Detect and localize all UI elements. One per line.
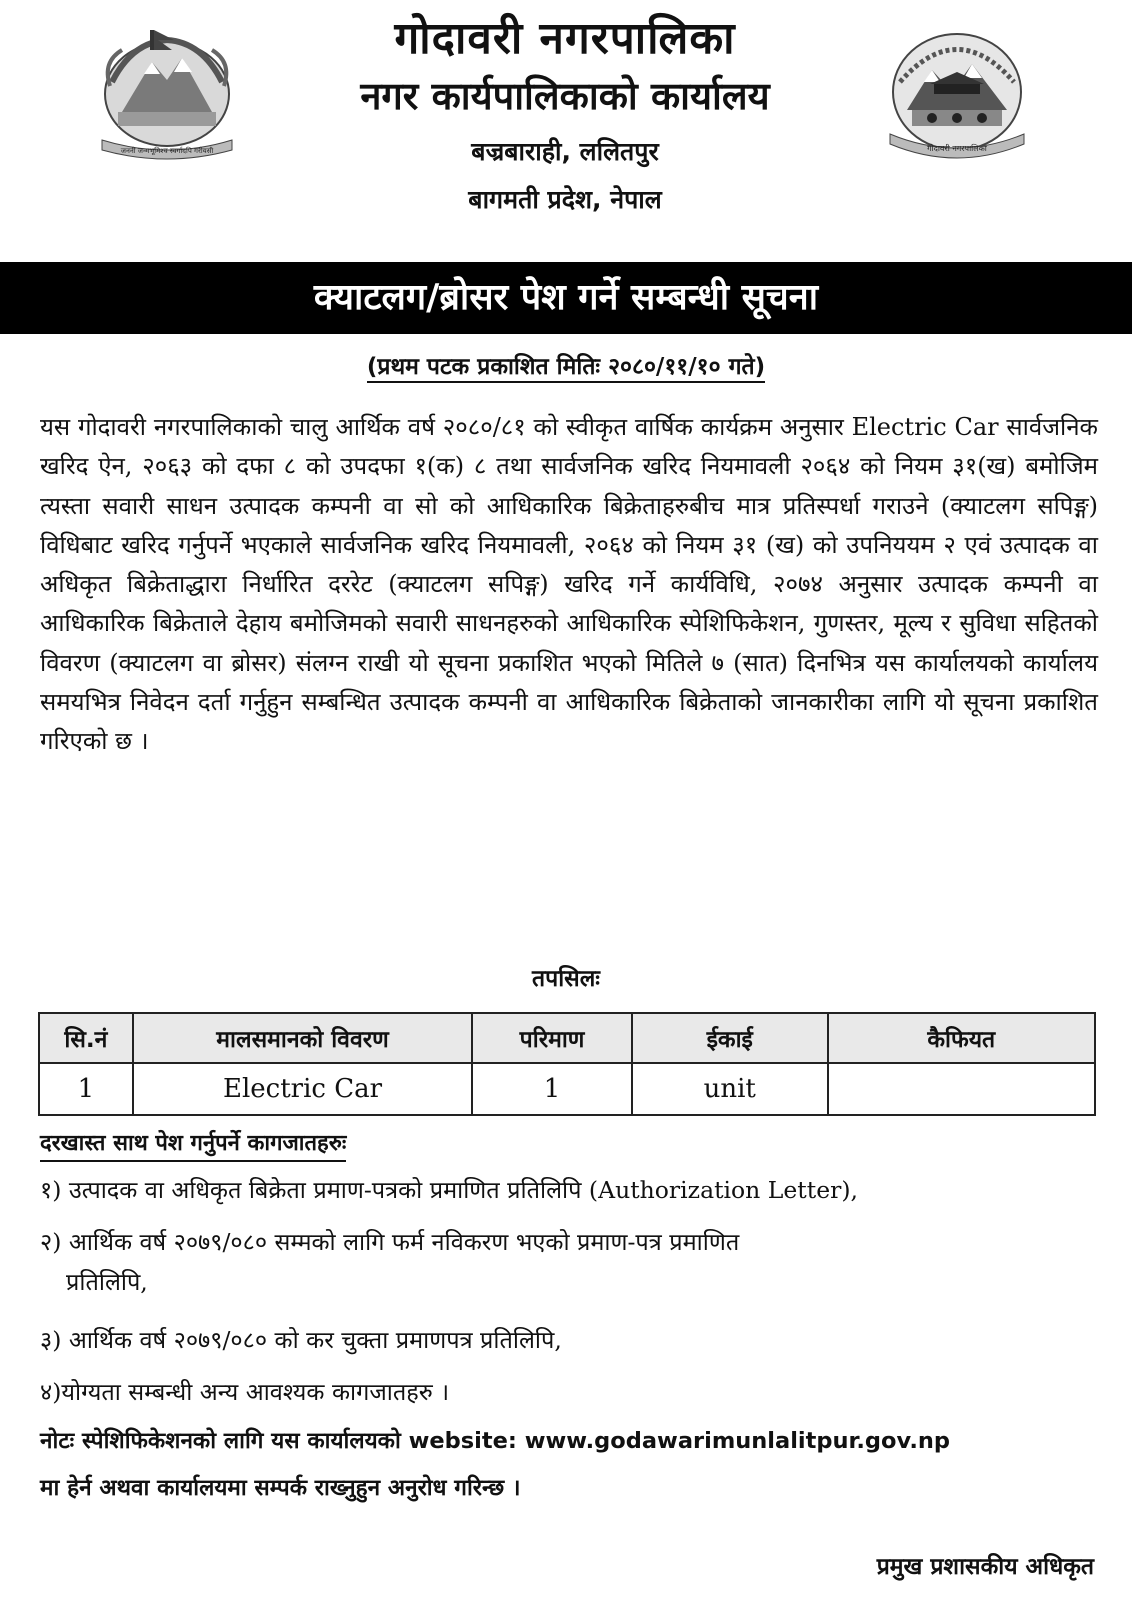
letterhead xyxy=(0,0,1132,262)
list-item-text: २) आर्थिक वर्ष २०७९/०८० सम्मको लागि फर्म नविकरण भएको प्रमाण-पत्र प्रमाणित xyxy=(40,1228,740,1256)
list-item xyxy=(40,1222,1100,1320)
items-table xyxy=(38,1012,1096,1116)
list-item: १) उत्पादक वा अधिकृत बिक्रेता प्रमाण-पत्रको प्रमाणित प्रतिलिपि (Authorization Letter), xyxy=(40,1176,858,1204)
notice-banner: क्याटलग/ब्रोसर पेश गर्ने सम्बन्धी सूचना xyxy=(0,262,1132,334)
table-row xyxy=(39,1063,1095,1115)
table-header-row xyxy=(39,1013,1095,1063)
emblem-right-caption: गोदावरी नगरपालिका xyxy=(927,144,987,153)
list-item: ४)योग्यता सम्बन्धी अन्य आवश्यक कागजातहरु । xyxy=(40,1378,450,1406)
documents-heading: दरखास्त साथ पेश गर्नुपर्ने कागजातहरुः xyxy=(40,1128,346,1162)
notice-paragraph: यस गोदावरी नगरपालिकाको चालु आर्थिक वर्ष २०८०/८१ को स्वीकृत वार्षिक कार्यक्रम अनुसार Electric Car सार्वजनिक खरिद ऐन, २०६३ को दफा ८ को उपदफा १(क) ८ तथा सार्वजनिक खरिद नियमावली २०६४ को नियम ३१(ख) बमोजिम त्यस्ता सवारी साधन उत्पादक कम्पनी वा सो को आधिकारिक बिक्रेताहरुबीच मात्र प्रतिस्पर्धा गराउने (क्याटलग सपिङ्ग) विधिबाट खरिद गर्नुपर्ने भएकाले सार्वजनिक खरिद नियमावली, २०६४ को नियम ३१ (ख) को उपनिययम २ एवं उत्पादक वा अधिकृत बिक्रेताद्धारा निर्धारित दररेट (क्याटलग सपिङ्ग) खरिद गर्ने कार्यविधि, २०७४ अनुसार उत्पादक कम्पनी वा आधिकारिक बिक्रेताले देहाय बमोजिमको सवारी साधनहरुको आधिकारिक स्पेशिफिकेशन, गुणस्तर, मूल्य र सुविधा सहितको विवरण (क्याटलग वा ब्रोसर) संलग्न राखी यो सूचना प्रकाशित भएको मितिले ७ (सात) दिनभित्र यस कार्यालयको कार्यालय समयभित्र निवेदन दर्ता गर्नुहुन सम्बन्धित उत्पादक कम्पनी वा आधिकारिक बिक्रेताको जानकारीका लागि यो सूचना प्रकाशित गरिएको छ । xyxy=(40,413,1098,756)
municipality-logo-icon xyxy=(872,22,1042,162)
office-name: नगर कार्यपालिकाको कार्यालय xyxy=(360,74,770,118)
address-line-2: बागमती प्रदेश, नेपाल xyxy=(468,185,662,214)
office-title-block xyxy=(260,10,870,222)
nepal-emblem-icon xyxy=(82,22,252,162)
publication-date-text: (प्रथम पटक प्रकाशित मितिः २०८०/११/१० गते) xyxy=(367,354,765,383)
cell-serial: 1 xyxy=(39,1063,133,1115)
publication-date xyxy=(0,350,1132,384)
cell-remarks xyxy=(828,1063,1095,1115)
cell-unit: unit xyxy=(632,1063,828,1115)
list-item: ३) आर्थिक वर्ष २०७९/०८० को कर चुक्ता प्रमाणपत्र प्रतिलिपि, xyxy=(40,1326,562,1354)
address-line-1: बज्रबाराही, ललितपुर xyxy=(471,137,659,166)
note-line-1: नोटः स्पेशिफिकेशनको लागि यस कार्यालयको website: www.godawarimunlalitpur.gov.np xyxy=(40,1428,950,1454)
col-quantity: परिमाण xyxy=(472,1013,632,1063)
note-block xyxy=(40,1418,1104,1512)
cell-quantity: 1 xyxy=(472,1063,632,1115)
col-description: मालसमानको विवरण xyxy=(133,1013,472,1063)
col-unit: ईकाई xyxy=(632,1013,828,1063)
schedule-heading: तपसिलः xyxy=(532,966,600,992)
list-item-continuation: प्रतिलिपि, xyxy=(66,1268,148,1296)
municipality-title: गोदावरी नगरपालिका xyxy=(394,13,736,64)
col-remarks: कैफियत xyxy=(828,1013,1095,1063)
documents-list xyxy=(40,1170,1100,1420)
note-line-2: मा हेर्न अथवा कार्यालयमा सम्पर्क राख्नुहुन अनुरोध गरिन्छ । xyxy=(40,1475,521,1501)
signature-designation: प्रमुख प्रशासकीय अधिकृत xyxy=(876,1554,1094,1580)
emblem-left-caption: जननी जन्मभूमिश्च स्वर्गादपि गरीयसी xyxy=(120,147,214,155)
cell-description: Electric Car xyxy=(133,1063,472,1115)
col-serial: सि.नं xyxy=(39,1013,133,1063)
